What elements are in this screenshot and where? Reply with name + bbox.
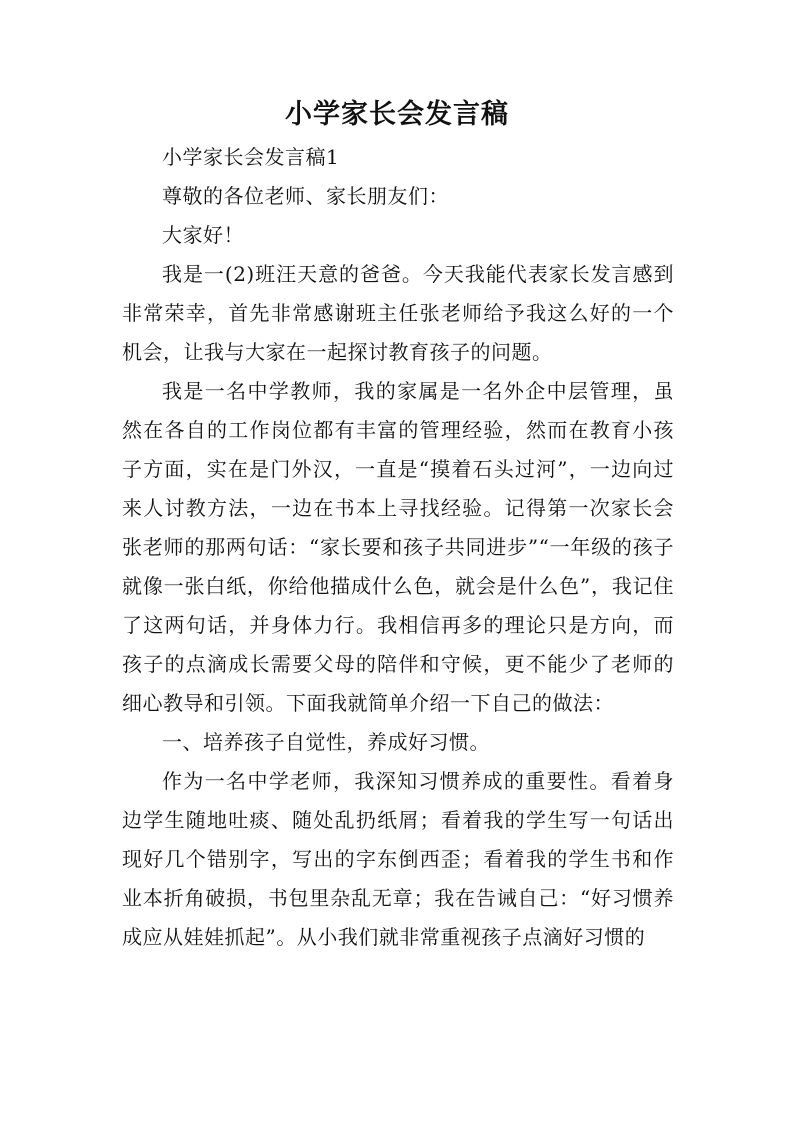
document-title: 小学家长会发言稿 (285, 99, 509, 130)
paragraph-subtitle: 小学家长会发言稿1 (162, 145, 340, 169)
paragraph-greeting: 大家好！ (162, 223, 244, 247)
paragraph-habits: 作为一名中学老师，我深知习惯养成的重要性。看着身边学生随地吐痰、随处乱扔纸屑；看着我的学生写一句话出现好几个错别字，写出的字东倒西歪；看着我的学生书和作业本折角破损，书包里杂乱无章；我在告诫自己：“好习惯养成应从娃娃抓起”。从小我们就非常重视孩子点滴好习惯的 (122, 769, 674, 949)
paragraph-introduction: 我是一(2)班汪天意的爸爸。今天我能代表家长发言感到非常荣幸，首先非常感谢班主任张老师给予我这么好的一个机会，让我与大家在一起探讨教育孩子的问题。 (122, 262, 674, 364)
paragraph-section-heading: 一、培养孩子自觉性，养成好习惯。 (162, 730, 490, 754)
paragraph-salutation: 尊敬的各位老师、家长朋友们： (162, 184, 449, 208)
document-body (122, 138, 674, 957)
paragraph-background: 我是一名中学教师，我的家属是一名外企中层管理，虽然在各自的工作岗位都有丰富的管理经验，然而在教育小孩子方面，实在是门外汉，一直是“摸着石头过河”，一边向过来人讨教方法，一边在书本上寻找经验。记得第一次家长会张老师的那两句话：“家长要和孩子共同进步”“一年级的孩子就像一张白纸，你给他描成什么色，就会是什么色”，我记住了这两句话，并身体力行。我相信再多的理论只是方向，而孩子的点滴成长需要父母的陪伴和守候，更不能少了老师的细心教导和引领。下面我就简单介绍一下自己的做法： (122, 379, 674, 715)
